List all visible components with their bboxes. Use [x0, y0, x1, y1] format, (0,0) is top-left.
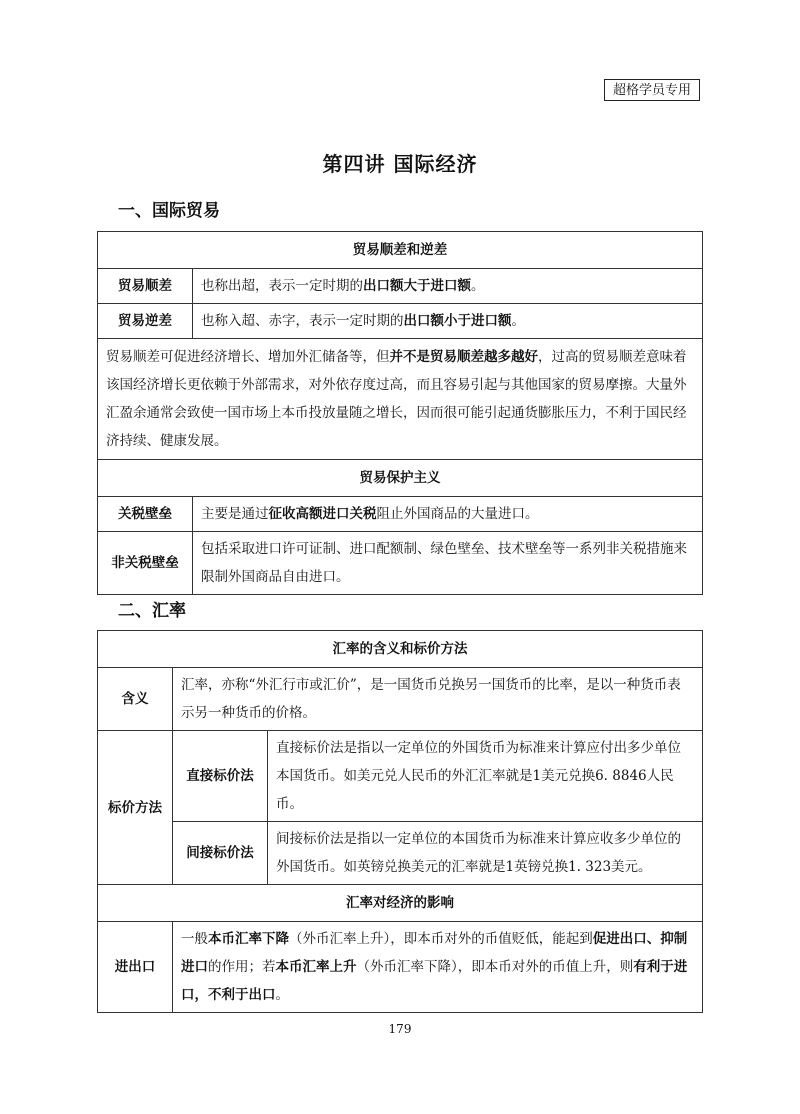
page-number: 179: [388, 1022, 412, 1036]
trade-surplus-paragraph: 贸易顺差可促进经济增长、增加外汇储备等，但并不是贸易顺差越多越好，过高的贸易顺差意味着该国经济增长更依赖于外部需求，对外依存度过高，而且容易引起与其他国家的贸易摩擦。大量外汇盈余通常会致使一国市场上本币投放量随之增长，因而很可能引起通货膨胀压力，不利于国民经济持续、健康发展。: [98, 339, 703, 460]
section-heading-trade: 一、国际贸易: [118, 201, 220, 221]
row-label: 进出口: [98, 922, 173, 1013]
row-label: 贸易逆差: [98, 304, 193, 339]
table-row: [98, 497, 703, 532]
row-label: 非关税壁垒: [98, 532, 193, 595]
page-title: 第四讲 国际经济: [322, 152, 478, 176]
row-label: 标价方法: [98, 731, 173, 885]
table-row: [98, 269, 703, 304]
trade-table: [97, 231, 703, 595]
table-header: 汇率的含义和标价方法: [98, 631, 703, 668]
exchange-rate-table: [97, 630, 703, 1013]
table-row: [98, 631, 703, 668]
table-row: [98, 304, 703, 339]
exclusive-badge: 超格学员专用: [604, 79, 700, 101]
row-label: 关税壁垒: [98, 497, 193, 532]
table-row: [98, 731, 703, 822]
table-row: [98, 232, 703, 269]
row-content: 也称出超，表示一定时期的出口额大于进口额。: [193, 269, 703, 304]
table-header: 贸易顺差和逆差: [98, 232, 703, 269]
row-sublabel: 直接标价法: [173, 731, 268, 822]
row-content: 主要是通过征收高额进口关税阻止外国商品的大量进口。: [193, 497, 703, 532]
row-content: 包括采取进口许可证制、进口配额制、绿色壁垒、技术壁垒等一系列非关税措施来限制外国商品自由进口。: [193, 532, 703, 595]
row-content: 间接标价法是指以一定单位的本国货币为标准来计算应收多少单位的外国货币。如英镑兑换美元的汇率就是1英镑兑换1. 323美元。: [268, 822, 703, 885]
table-header: 汇率对经济的影响: [98, 885, 703, 922]
table-row: [98, 885, 703, 922]
row-content: 直接标价法是指以一定单位的外国货币为标准来计算应付出多少单位本国货币。如美元兑人民币的外汇汇率就是1美元兑换6. 8846人民币。: [268, 731, 703, 822]
section-heading-exchange-rate: 二、汇率: [118, 601, 186, 621]
row-content: 汇率，亦称“外汇行市或汇价”，是一国货币兑换另一国货币的比率，是以一种货币表示另一种货币的价格。: [173, 668, 703, 731]
row-content: 一般本币汇率下降（外币汇率上升），即本币对外的币值贬低，能起到促进出口、抑制进口的作用；若本币汇率上升（外币汇率下降），即本币对外的币值上升，则有利于进口，不利于出口。: [173, 922, 703, 1013]
row-sublabel: 间接标价法: [173, 822, 268, 885]
table-row: [98, 339, 703, 460]
table-header: 贸易保护主义: [98, 460, 703, 497]
table-row: [98, 822, 703, 885]
table-row: [98, 460, 703, 497]
row-label: 含义: [98, 668, 173, 731]
row-label: 贸易顺差: [98, 269, 193, 304]
table-row: [98, 532, 703, 595]
table-row: [98, 922, 703, 1013]
table-row: [98, 668, 703, 731]
row-content: 也称入超、赤字，表示一定时期的出口额小于进口额。: [193, 304, 703, 339]
